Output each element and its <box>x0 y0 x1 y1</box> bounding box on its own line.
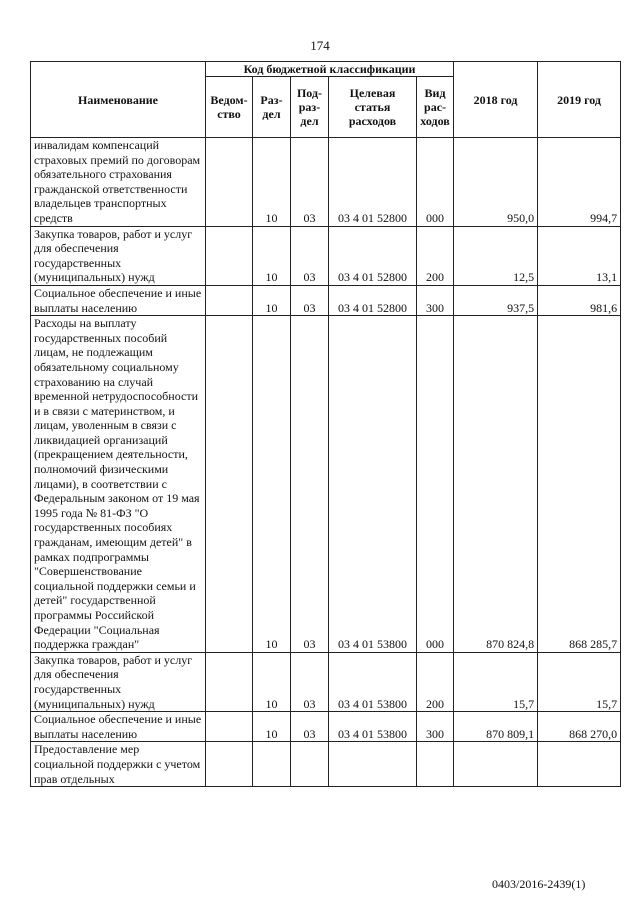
row-value-2019: 994,7 <box>538 138 621 227</box>
table-row <box>31 652 621 711</box>
row-podrazdel: 03 <box>291 652 329 711</box>
header-2018: 2018 год <box>454 62 538 138</box>
row-name: Закупка товаров, работ и услуг для обеспечения государственных (муниципальных) нужд <box>31 226 206 285</box>
table-row <box>31 712 621 742</box>
row-value-2019 <box>538 742 621 787</box>
table-row <box>31 316 621 653</box>
header-podrazdel: Под-раз-дел <box>291 77 329 138</box>
row-value-2019: 868 285,7 <box>538 316 621 653</box>
row-vedomstvo <box>206 652 253 711</box>
row-celevaya-statya <box>329 742 417 787</box>
table-row <box>31 285 621 315</box>
row-name: Закупка товаров, работ и услуг для обеспечения государственных (муниципальных) нужд <box>31 652 206 711</box>
row-vid-raskhodov: 200 <box>417 652 454 711</box>
row-celevaya-statya: 03 4 01 53800 <box>329 652 417 711</box>
row-razdel: 10 <box>253 226 291 285</box>
row-value-2018: 937,5 <box>454 285 538 315</box>
row-name: Социальное обеспечение и иные выплаты населению <box>31 712 206 742</box>
row-podrazdel: 03 <box>291 316 329 653</box>
table-row <box>31 226 621 285</box>
row-value-2019: 13,1 <box>538 226 621 285</box>
row-podrazdel: 03 <box>291 138 329 227</box>
row-vid-raskhodov: 200 <box>417 226 454 285</box>
row-podrazdel <box>291 742 329 787</box>
row-name: инвалидам компенсаций страховых премий по договорам обязательного страхования гражданской ответственности владельцев транспортных средств <box>31 138 206 227</box>
header-celevaya-statya: Целевая статья расходов <box>329 77 417 138</box>
row-vid-raskhodov: 000 <box>417 138 454 227</box>
header-2019: 2019 год <box>538 62 621 138</box>
row-value-2018: 870 809,1 <box>454 712 538 742</box>
row-celevaya-statya: 03 4 01 52800 <box>329 138 417 227</box>
row-value-2018: 870 824,8 <box>454 316 538 653</box>
row-name: Расходы на выплату государственных пособий лицам, не подлежащим обязательному социальному страхованию на случай временной нетрудоспособности и в связи с материнством, и лицам, уволенным в связи с ликвидацией организаций (прекращением деятельности, полномочий физическими лицами), в соответствии с Федеральным законом от 19 мая 1995 года № 81-ФЗ "О государственных пособиях гражданам, имеющим детей" в рамках подпрограммы "Совершенствование социальной поддержки семьи и детей" государственной программы Российской Федерации "Социальная поддержка граждан" <box>31 316 206 653</box>
row-celevaya-statya: 03 4 01 52800 <box>329 226 417 285</box>
row-vedomstvo <box>206 316 253 653</box>
row-value-2019: 868 270,0 <box>538 712 621 742</box>
document-code: 0403/2016-2439(1) <box>492 877 586 891</box>
row-razdel <box>253 742 291 787</box>
row-vid-raskhodov: 300 <box>417 285 454 315</box>
header-name: Наименование <box>31 62 206 138</box>
row-podrazdel: 03 <box>291 285 329 315</box>
header-classification-group: Код бюджетной классификации <box>206 62 454 77</box>
row-value-2018: 950,0 <box>454 138 538 227</box>
row-vid-raskhodov <box>417 742 454 787</box>
row-value-2018: 12,5 <box>454 226 538 285</box>
row-razdel: 10 <box>253 138 291 227</box>
row-celevaya-statya: 03 4 01 52800 <box>329 285 417 315</box>
row-vedomstvo <box>206 226 253 285</box>
page-number: 174 <box>310 38 330 53</box>
row-razdel: 10 <box>253 285 291 315</box>
row-vedomstvo <box>206 138 253 227</box>
row-vedomstvo <box>206 742 253 787</box>
row-vid-raskhodov: 000 <box>417 316 454 653</box>
row-celevaya-statya: 03 4 01 53800 <box>329 712 417 742</box>
header-razdel: Раз-дел <box>253 77 291 138</box>
row-value-2018: 15,7 <box>454 652 538 711</box>
row-name: Предоставление мер социальной поддержки с учетом прав отдельных <box>31 742 206 787</box>
row-value-2019: 15,7 <box>538 652 621 711</box>
row-vedomstvo <box>206 712 253 742</box>
row-podrazdel: 03 <box>291 226 329 285</box>
row-value-2019: 981,6 <box>538 285 621 315</box>
row-name: Социальное обеспечение и иные выплаты населению <box>31 285 206 315</box>
table-row <box>31 138 621 227</box>
row-podrazdel: 03 <box>291 712 329 742</box>
row-vid-raskhodov: 300 <box>417 712 454 742</box>
header-vedomstvo: Ведом-ство <box>206 77 253 138</box>
row-value-2018 <box>454 742 538 787</box>
row-razdel: 10 <box>253 652 291 711</box>
header-vid-raskhodov: Вид рас-ходов <box>417 77 454 138</box>
table-row <box>31 742 621 787</box>
row-razdel: 10 <box>253 712 291 742</box>
row-vedomstvo <box>206 285 253 315</box>
row-razdel: 10 <box>253 316 291 653</box>
row-celevaya-statya: 03 4 01 53800 <box>329 316 417 653</box>
budget-table <box>30 61 621 787</box>
